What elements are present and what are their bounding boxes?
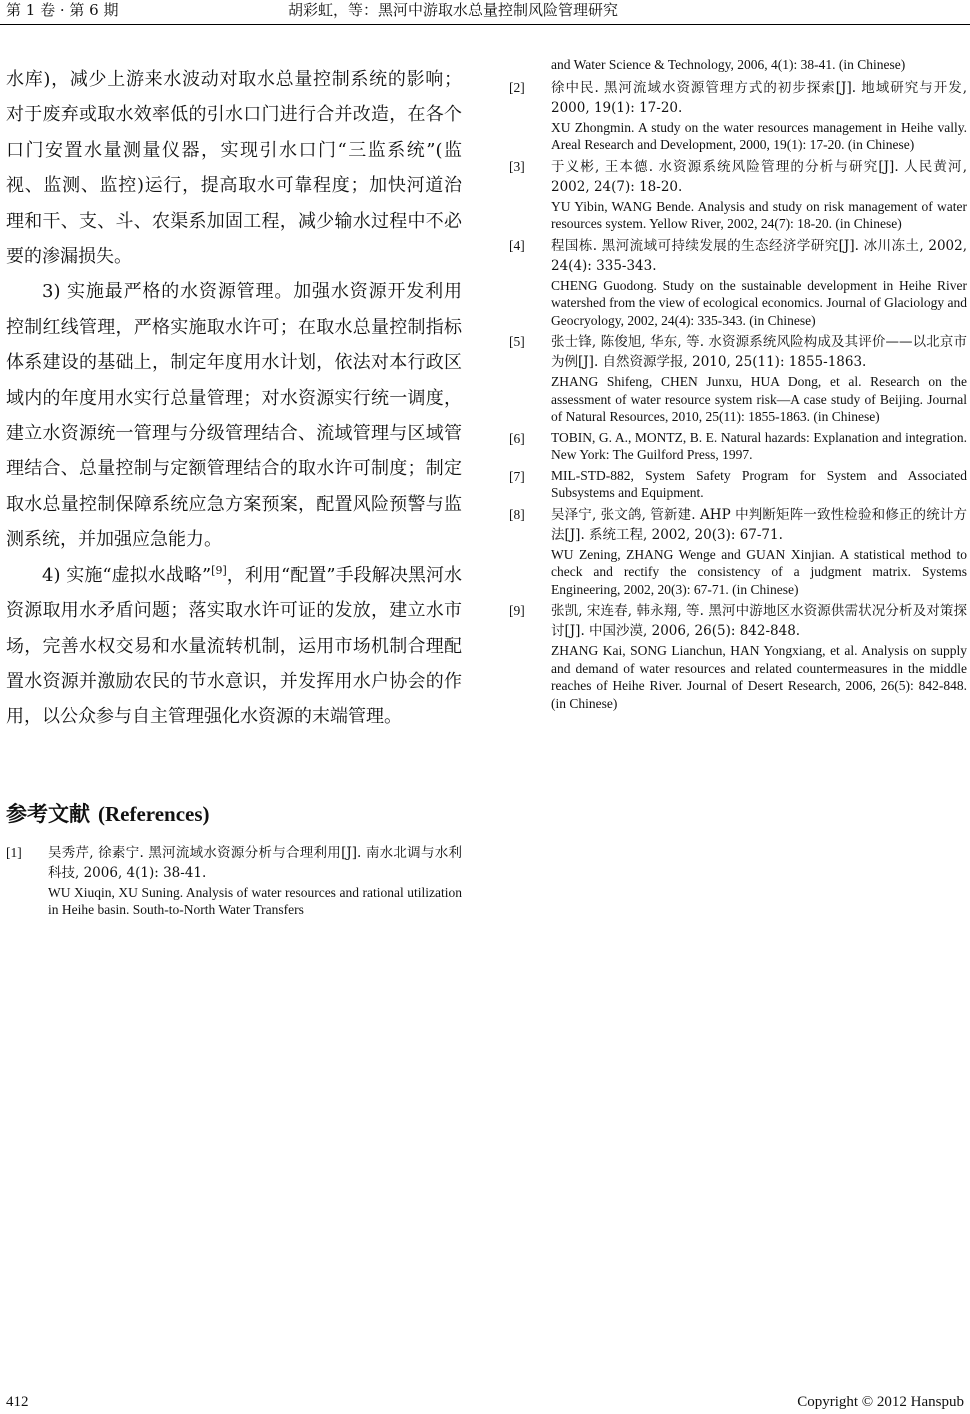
citation-link[interactable]: [9] <box>211 563 227 577</box>
reference-item <box>509 429 967 464</box>
running-header <box>0 0 970 25</box>
reference-zh: 吴秀芹, 徐素宁. 黑河流域水资源分析与合理利用[J]. 南水北调与水利科技, 2006, 4(1): 38-41. <box>48 844 462 881</box>
reference-zh: 于义彬, 王本德. 水资源系统风险管理的分析与研究[J]. 人民黄河, 2002, 24(7): 18-20. <box>551 158 967 195</box>
reference-en: MIL-STD-882, System Safety Program for System and Associated Subsystems and Equipment. <box>551 467 967 500</box>
journal-issue: 第 1 卷 · 第 6 期 <box>6 1 119 19</box>
reference-en: ZHANG Kai, SONG Lianchun, HAN Yongxiang, et al. Analysis on supply and demand of water resources and related countermeasures in the middle reaches of Heihe River. Journal of Desert Research, 2006, 26(5): 842-848. (in Chinese) <box>551 643 967 711</box>
reference-number: [4] <box>509 237 525 253</box>
reference-list-left <box>6 843 462 919</box>
reference-zh: 张士锋, 陈俊旭, 华东, 等. 水资源系统风险构成及其评价——以北京市为例[J]. 自然资源学报, 2010, 25(11): 1855-1863. <box>551 334 967 370</box>
reference-item <box>6 843 462 919</box>
para3-start: 4) 实施“虚拟水战略” <box>42 564 212 586</box>
reference-item <box>509 332 967 426</box>
references-heading-zh: 参考文献 <box>6 801 90 826</box>
reference-item <box>509 157 967 233</box>
running-title: 胡彩虹，等：黑河中游取水总量控制风险管理研究 <box>288 1 619 19</box>
right-column <box>509 56 967 715</box>
body-paragraph-1: 水库)，减少上游来水波动对取水总量控制系统的影响；对于废弃或取水效率低的引水口门进行合并改造，在各个口门安置水量测量仪器，实现引水口门“三监系统”(监视、监测、监控)运行，提高取水可靠程度；加快河道治理和干、支、斗、农渠系加固工程，减少输水过程中不必要的渗漏损失。 <box>6 69 462 268</box>
reference-item <box>509 601 967 712</box>
reference-zh: 徐中民. 黑河流域水资源管理方式的初步探索[J]. 地域研究与开发, 2000, 19(1): 17-20. <box>551 79 967 116</box>
reference-item <box>509 78 967 154</box>
references-heading-en: (References) <box>98 801 210 826</box>
reference-number: [1] <box>6 844 22 860</box>
reference-zh: 吴泽宁, 张文鸽, 管新建. AHP 中判断矩阵一致性检验和修正的统计方法[J]. 系统工程, 2002, 20(3): 67-71. <box>551 506 967 543</box>
reference-number: [6] <box>509 430 525 446</box>
body-paragraph-3 <box>6 558 462 735</box>
reference-en: TOBIN, G. A., MONTZ, B. E. Natural hazards: Explanation and integration. New York: The Guilford Press, 1997. <box>551 429 967 462</box>
reference-number: [2] <box>509 79 525 95</box>
body-paragraph-2: 3) 实施最严格的水资源管理。加强水资源开发利用控制红线管理，严格实施取水许可；在取水总量控制指标体系建设的基础上，制定年度用水计划，依法对本行政区域内的年度用水实行总量管理；对水资源实行统一调度，建立水资源统一管理与分级管理结合、流域管理与区域管理结合、总量控制与定额管理结合的取水许可制度；制定取水总量控制保障系统应急方案预案，配置风险预警与监测系统，并加强应急能力。 <box>6 281 462 551</box>
reference-en: CHENG Guodong. Study on the sustainable development in Heihe River watershed from the view of ecological economics. Journal of Glaciology and Geocryology, 2002, 24(4): 335-343. (in Chinese) <box>551 277 967 328</box>
reference-en: XU Zhongmin. A study on the water resources management in Heihe vally. Areal Research and Development, 2000, 19(1): 17-20. (in Chinese) <box>551 119 967 152</box>
reference-number: [5] <box>509 334 525 349</box>
reference-zh: 程国栋. 黑河流域可持续发展的生态经济学研究[J]. 冰川冻土, 2002, 24(4): 335-343. <box>551 237 967 274</box>
reference-number: [9] <box>509 603 525 618</box>
reference-en: WU Xiuqin, XU Suning. Analysis of water resources and rational utilization in Heihe basin. South-to-North Water Transfers <box>48 884 462 918</box>
reference-en: ZHANG Shifeng, CHEN Junxu, HUA Dong, et al. Research on the assessment of water resource system risk—A case study of Beijing. Journal of Natural Resources, 2010, 25(11): 1855-1863. (in Chinese) <box>551 374 967 424</box>
reference-zh: 张凯, 宋连春, 韩永翔, 等. 黑河中游地区水资源供需状况分析及对策探讨[J]. 中国沙漠, 2006, 26(5): 842-848. <box>551 603 967 639</box>
left-column <box>6 62 462 922</box>
reference-item <box>509 236 967 330</box>
reference-number: [7] <box>509 468 525 484</box>
para3-rest: ，利用“配置”手段解决黑河水资源取用水矛盾问题；落实取水许可证的发放，建立水市场，完善水权交易和水量流转机制，运用市场机制合理配置水资源并激励农民的节水意识，并发挥用水户协会的作用，以公众参与自主管理强化水资源的末端管理。 <box>6 564 462 728</box>
reference-en: YU Yibin, WANG Bende. Analysis and study on risk management of water resources system. Yellow River, 2002, 24(7): 18-20. (in Chinese) <box>551 198 967 231</box>
reference-item <box>509 505 967 599</box>
reference-en: WU Zening, ZHANG Wenge and GUAN Xinjian. A statistical method to check and rectify the consistency of a judgment matrix. Systems Engineering, 2002, 20(3): 67-71. (in Chinese) <box>551 546 967 597</box>
reference-number: [3] <box>509 158 525 174</box>
reference-item <box>509 467 967 502</box>
reference-continuation: and Water Science & Technology, 2006, 4(1): 38-41. (in Chinese) <box>551 57 906 72</box>
copyright: Copyright © 2012 Hanspub <box>797 1394 964 1410</box>
reference-number: [8] <box>509 506 525 522</box>
references-heading <box>6 799 462 829</box>
page-number: 412 <box>6 1394 29 1410</box>
